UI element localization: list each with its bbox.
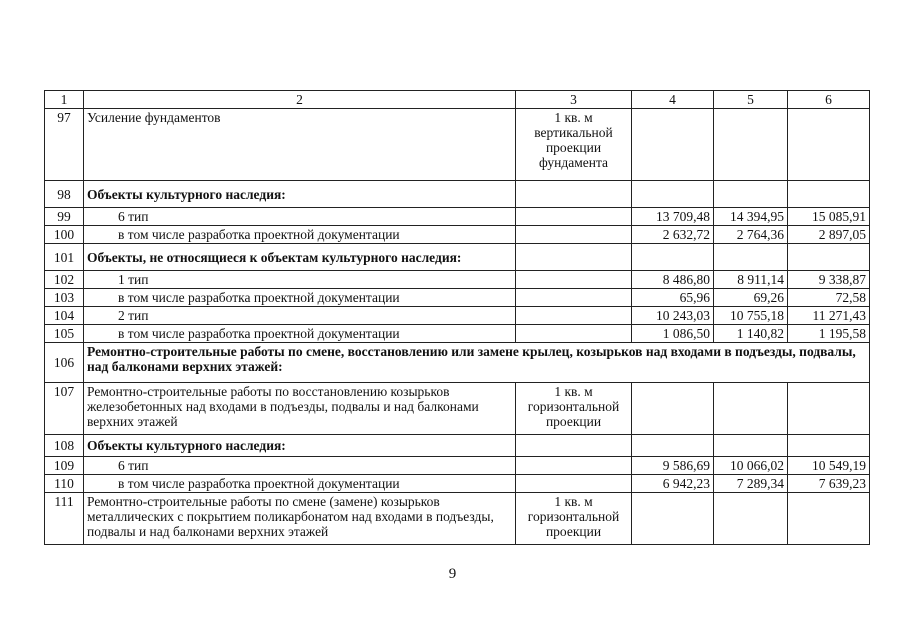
row-name: Объекты культурного наследия: [84, 181, 516, 208]
header-cell: 3 [516, 91, 632, 109]
header-cell: 1 [45, 91, 84, 109]
row-name: Объекты культурного наследия: [84, 435, 516, 457]
value-col6: 15 085,91 [788, 208, 870, 226]
table-row [45, 475, 870, 493]
row-name: в том числе разработка проектной документации [84, 289, 516, 307]
row-name: 6 тип [84, 208, 516, 226]
row-unit [516, 226, 632, 244]
row-unit: 1 кв. м горизонтальной проекции [516, 383, 632, 435]
value-col5 [714, 109, 788, 181]
value-col4 [632, 244, 714, 271]
table-row [45, 109, 870, 181]
header-cell: 4 [632, 91, 714, 109]
row-number: 102 [45, 271, 84, 289]
value-col5 [714, 493, 788, 545]
value-col4 [632, 383, 714, 435]
row-number: 100 [45, 226, 84, 244]
price-table [44, 90, 870, 545]
row-unit [516, 307, 632, 325]
table-header-row [45, 91, 870, 109]
value-col6 [788, 109, 870, 181]
row-name: Усиление фундаментов [84, 109, 516, 181]
row-name: 1 тип [84, 271, 516, 289]
row-number: 108 [45, 435, 84, 457]
row-unit [516, 271, 632, 289]
value-col5: 10 066,02 [714, 457, 788, 475]
row-unit: 1 кв. м горизонтальной проекции [516, 493, 632, 545]
value-col4: 8 486,80 [632, 271, 714, 289]
table-row [45, 457, 870, 475]
row-unit [516, 457, 632, 475]
row-number: 99 [45, 208, 84, 226]
value-col5 [714, 383, 788, 435]
table-row [45, 343, 870, 383]
value-col4: 1 086,50 [632, 325, 714, 343]
row-number: 101 [45, 244, 84, 271]
value-col4 [632, 493, 714, 545]
value-col6: 1 195,58 [788, 325, 870, 343]
table-row [45, 289, 870, 307]
row-unit [516, 435, 632, 457]
value-col6 [788, 493, 870, 545]
section-heading: Ремонтно-строительные работы по смене, восстановлению или замене крылец, козырьков над входами в подъезды, подвалы, над балконами верхних этажей: [84, 343, 870, 383]
value-col5: 1 140,82 [714, 325, 788, 343]
row-unit [516, 181, 632, 208]
table-row [45, 307, 870, 325]
row-unit: 1 кв. м вертикальной проекции фундамента [516, 109, 632, 181]
row-name: в том числе разработка проектной документации [84, 475, 516, 493]
row-unit [516, 208, 632, 226]
value-col6: 7 639,23 [788, 475, 870, 493]
value-col4: 10 243,03 [632, 307, 714, 325]
value-col6: 9 338,87 [788, 271, 870, 289]
value-col5 [714, 244, 788, 271]
value-col6 [788, 435, 870, 457]
header-cell: 5 [714, 91, 788, 109]
value-col5: 8 911,14 [714, 271, 788, 289]
table-row [45, 383, 870, 435]
row-number: 111 [45, 493, 84, 545]
row-name: 6 тип [84, 457, 516, 475]
value-col5 [714, 435, 788, 457]
page-number: 9 [448, 566, 457, 582]
row-number: 106 [45, 343, 84, 383]
row-number: 97 [45, 109, 84, 181]
row-name: Ремонтно-строительные работы по смене (замене) козырьков металлических с покрытием поликарбонатом над входами в подъезды, подвалы и над балконами верхних этажей [84, 493, 516, 545]
table-row [45, 271, 870, 289]
value-col4: 13 709,48 [632, 208, 714, 226]
value-col6: 11 271,43 [788, 307, 870, 325]
value-col4 [632, 109, 714, 181]
row-name: в том числе разработка проектной документации [84, 226, 516, 244]
row-number: 110 [45, 475, 84, 493]
value-col4 [632, 435, 714, 457]
row-unit [516, 475, 632, 493]
value-col4 [632, 181, 714, 208]
value-col5: 2 764,36 [714, 226, 788, 244]
table-row [45, 325, 870, 343]
value-col6 [788, 383, 870, 435]
row-name: 2 тип [84, 307, 516, 325]
row-number: 103 [45, 289, 84, 307]
value-col4: 2 632,72 [632, 226, 714, 244]
row-name: Ремонтно-строительные работы по восстановлению козырьков железобетонных над входами в подъезды, подвалы и над балконами верхних этажей [84, 383, 516, 435]
header-cell: 6 [788, 91, 870, 109]
value-col4: 6 942,23 [632, 475, 714, 493]
row-number: 98 [45, 181, 84, 208]
row-unit [516, 244, 632, 271]
row-unit [516, 325, 632, 343]
header-cell: 2 [84, 91, 516, 109]
row-name: Объекты, не относящиеся к объектам культурного наследия: [84, 244, 516, 271]
table-row [45, 244, 870, 271]
value-col6 [788, 244, 870, 271]
table-row [45, 208, 870, 226]
value-col6 [788, 181, 870, 208]
value-col6: 10 549,19 [788, 457, 870, 475]
row-unit [516, 289, 632, 307]
value-col5: 69,26 [714, 289, 788, 307]
row-number: 104 [45, 307, 84, 325]
row-number: 109 [45, 457, 84, 475]
value-col6: 2 897,05 [788, 226, 870, 244]
value-col5: 14 394,95 [714, 208, 788, 226]
value-col5 [714, 181, 788, 208]
value-col4: 9 586,69 [632, 457, 714, 475]
table-row [45, 226, 870, 244]
value-col6: 72,58 [788, 289, 870, 307]
value-col5: 10 755,18 [714, 307, 788, 325]
row-name: в том числе разработка проектной документации [84, 325, 516, 343]
table-row [45, 181, 870, 208]
table-row [45, 493, 870, 545]
row-number: 107 [45, 383, 84, 435]
value-col5: 7 289,34 [714, 475, 788, 493]
table-row [45, 435, 870, 457]
row-number: 105 [45, 325, 84, 343]
value-col4: 65,96 [632, 289, 714, 307]
